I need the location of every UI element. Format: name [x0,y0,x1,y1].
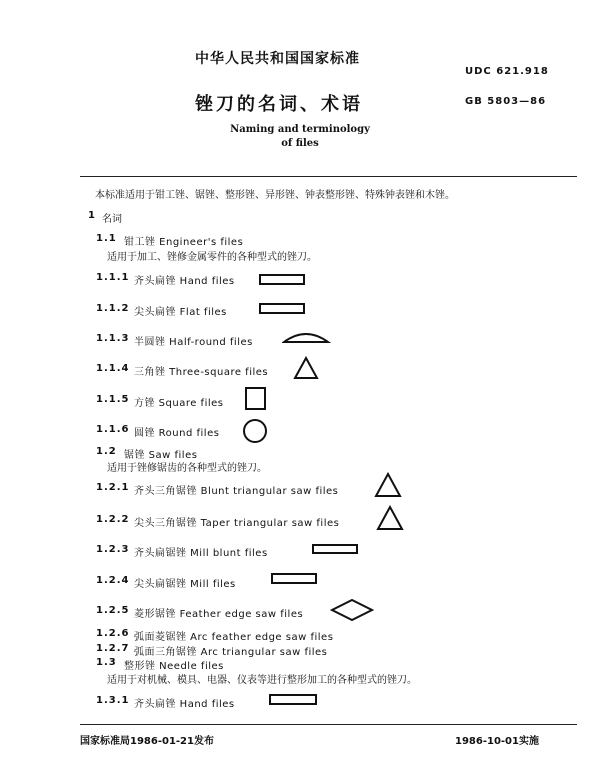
entry-number: 1.1.5 [96,394,130,405]
entry-number: 1.2.7 [96,643,130,654]
half-round-section-icon [282,330,332,346]
page-title: 锉刀的名词、术语 [195,94,363,115]
entry-label: 尖头扁锉 Flat files [134,307,227,318]
bottom-divider [80,724,577,725]
entry-number: 1.2.4 [96,575,130,586]
entry-label: 钳工锉 Engineer's files [124,237,244,248]
entry-label: 方锉 Square files [134,398,224,409]
entry-number: 1.1.4 [96,363,130,374]
entry-description: 适用于锉修锯齿的各种型式的锉刀。 [107,463,267,474]
entry-number: 1.2.3 [96,544,130,555]
flat-file-section-icon [258,302,308,316]
entry-number: 1.3.1 [96,695,130,706]
needle-hand-file-section-icon [268,693,320,707]
issued-date: 国家标准局1986-01-21发布 [80,736,214,747]
square-section-icon [244,386,268,412]
entry-label: 尖头扁锯锉 Mill files [134,579,236,590]
entry-description: 适用于对机械、模具、电器、仪表等进行整形加工的各种型式的锉刀。 [107,675,417,686]
entry-label: 弧面三角锯锉 Arc triangular saw files [134,647,328,658]
entry-label: 齐头扁锉 Hand files [134,276,235,287]
english-title [0,123,600,151]
mill-blunt-section-icon [311,543,361,557]
top-divider [80,176,577,177]
entry-number: 1.2.1 [96,482,130,493]
blunt-triangular-section-icon [374,472,402,498]
entry-label: 半圆锉 Half-round files [134,337,253,348]
udc-code: UDC 621.918 [465,66,549,77]
triangle-section-icon [293,356,319,380]
entry-number: 1.2 [96,446,117,457]
national-standard-heading: 中华人民共和国国家标准 [195,51,360,67]
hand-file-section-icon [258,273,308,287]
effective-date: 1986-10-01实施 [455,736,539,747]
entry-label: 尖头三角锯锉 Taper triangular saw files [134,518,340,529]
mill-file-section-icon [270,572,320,586]
taper-triangular-section-icon [376,505,404,531]
entry-label: 整形锉 Needle files [124,661,224,672]
entry-label: 圆锉 Round files [134,428,220,439]
entry-number: 1.2.6 [96,628,130,639]
entry-label: 齐头扁锯锉 Mill blunt files [134,548,268,559]
entry-label: 菱形锯锉 Feather edge saw files [134,609,304,620]
entry-number: 1.1.3 [96,333,130,344]
entry-number: 1.1 [96,233,117,244]
intro-text: 本标准适用于钳工锉、锯锉、整形锉、异形锉、钟表整形锉、特殊钟表锉和木锉。 [95,190,455,201]
entry-number: 1.2.2 [96,514,130,525]
entry-description: 适用于加工、锉修金属零件的各种型式的锉刀。 [107,252,317,263]
entry-label: 齐头三角锯锉 Blunt triangular saw files [134,486,339,497]
feather-edge-section-icon [330,598,374,622]
entry-number: 1.3 [96,657,117,668]
entry-label: 弧面菱锯锉 Arc feather edge saw files [134,632,334,643]
entry-label: 锯锉 Saw files [124,450,198,461]
entry-label: 三角锉 Three-square files [134,367,269,378]
section-1-label: 名词 [102,214,122,225]
gb-code: GB 5803—86 [465,96,547,107]
entry-number: 1.1.1 [96,272,130,283]
entry-label: 齐头扁锉 Hand files [134,699,235,710]
entry-number: 1.2.5 [96,605,130,616]
round-section-icon [241,417,269,445]
entry-number: 1.1.2 [96,303,130,314]
english-title-line1: Naming and terminology [230,124,370,135]
section-1-number: 1 [88,210,96,221]
entry-number: 1.1.6 [96,424,130,435]
english-title-line2: of files [281,138,319,149]
